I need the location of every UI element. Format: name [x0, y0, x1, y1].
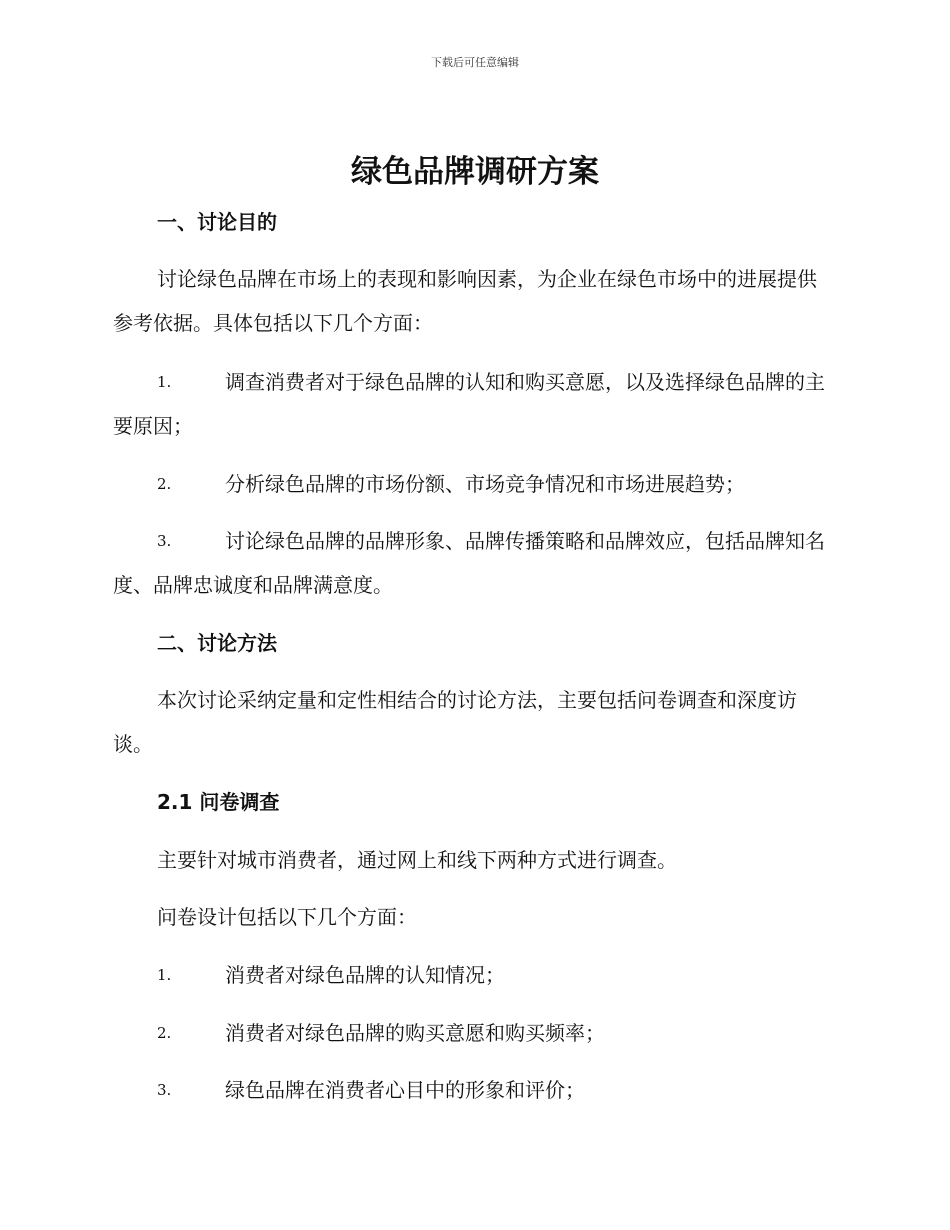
list-text: 消费者对绿色品牌的购买意愿和购买频率； [225, 1021, 605, 1045]
purpose-list-item-1 [113, 360, 835, 448]
purpose-list-item-3 [113, 519, 835, 607]
list-number: 2. [157, 1024, 172, 1042]
list-text: 调查消费者对于绿色品牌的认知和购买意愿，以及选择绿色品牌的主要原因； [113, 370, 825, 438]
purpose-intro-paragraph: 讨论绿色品牌在市场上的表现和影响因素，为企业在绿色市场中的进展提供参考依据。具体包括以下几个方面： [113, 267, 817, 335]
list-number: 1. [157, 966, 172, 984]
questionnaire-line-2: 问卷设计包括以下几个方面： [157, 905, 417, 929]
questionnaire-list-item-2 [113, 1011, 835, 1055]
subsection-heading-questionnaire: 2.1 问卷调查 [157, 790, 280, 814]
section-heading-method: 二、讨论方法 [157, 631, 277, 655]
document-title: 绿色品牌调研方案 [351, 154, 599, 190]
list-number: 3. [157, 1081, 172, 1099]
questionnaire-list-item-3 [113, 1068, 835, 1112]
purpose-list-item-2 [113, 462, 835, 506]
list-text: 分析绿色品牌的市场份额、市场竞争情况和市场进展趋势； [225, 472, 745, 496]
questionnaire-list-item-1 [113, 953, 835, 997]
questionnaire-line-1: 主要针对城市消费者，通过网上和线下两种方式进行调查。 [157, 848, 677, 872]
section-heading-purpose: 一、讨论目的 [157, 210, 277, 234]
page-header-note: 下载后可任意编辑 [431, 56, 519, 69]
list-number: 1. [157, 373, 172, 391]
list-number: 3. [157, 532, 172, 550]
list-text: 讨论绿色品牌的品牌形象、品牌传播策略和品牌效应，包括品牌知名度、品牌忠诚度和品牌满意度。 [113, 529, 825, 597]
list-number: 2. [157, 475, 172, 493]
list-text: 绿色品牌在消费者心目中的形象和评价； [225, 1078, 585, 1102]
method-intro-paragraph: 本次讨论采纳定量和定性相结合的讨论方法，主要包括问卷调查和深度访谈。 [113, 688, 797, 756]
list-text: 消费者对绿色品牌的认知情况； [225, 963, 505, 987]
